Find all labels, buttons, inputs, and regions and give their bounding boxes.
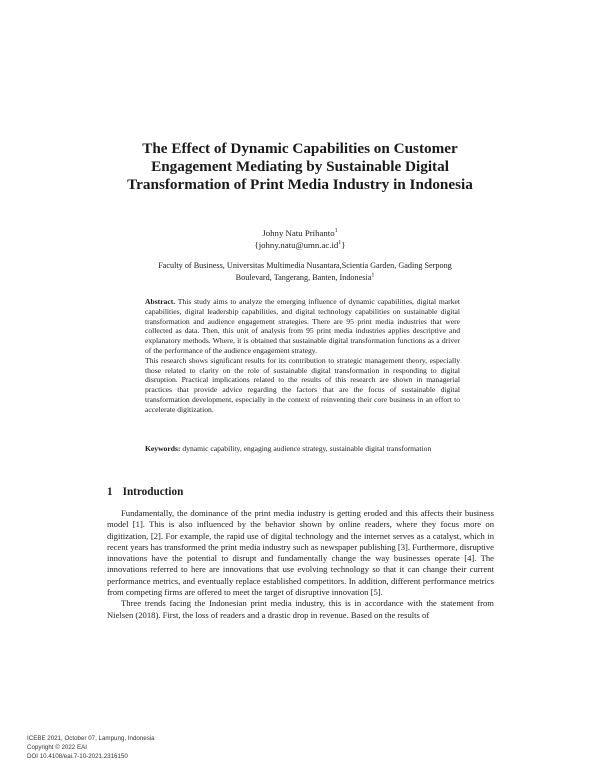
abstract-paragraph-1	[145, 297, 460, 356]
email-close: }	[341, 240, 346, 250]
abstract-paragraph-2: This research shows significant results for its contribution to strategic management theory, especially those related to clarity on the role of sustainable digital transformation in responding to digital disruption. Practical implications related to the results of this research are shown in managerial practices that provide advice regarding the factors that are the focus of sustainable digital transformation development, especially in the context of reinventing their core business in an effort to accelerate digitization.	[145, 355, 460, 414]
author-name	[0, 228, 600, 239]
keywords-text: dynamic capability, engaging audience strategy, sustainable digital transformation	[182, 444, 432, 453]
intro-paragraph-1: Fundamentally, the dominance of the print media industry is getting eroded and this affects their business model [1]. This is also influenced by the behavior shown by online readers, where they focus more on digitization, [2]. For example, the rapid use of digital technology and the internet serves as a catalyst, which in recent years has transformed the print media industry such as newspaper publishing [3]. Furthermore, disruptive innovations have the potential to disrupt and fundamentally change the way businesses operate [4]. The innovations referred to here are innovations that use evolving technology so that it can change their current performance metrics, and eventually replace established competitors. In addition, different performance metrics from competing firms are offered to meet the target of disruptive innovation [5].	[107, 508, 494, 598]
affiliation	[140, 260, 470, 284]
author-name-text: Johny Natu Prihanto	[262, 228, 335, 238]
page-footer	[27, 734, 155, 761]
section-heading	[107, 486, 183, 498]
affiliation-sup: 1	[371, 272, 375, 279]
author-sup: 1	[334, 228, 338, 235]
footer-doi: DOI 10.4108/eai.7-10-2021.2316150	[27, 753, 128, 760]
abstract-text-1: This study aims to analyze the emerging influence of dynamic capabilities, digital market capabilities, digital leadership capabilities, and digital technology capabilities on sustainable digital transformation and audience engagement strategies. There are 95 print media industries that were collected as data. Then, this unit of analysis from 95 print media industries applies descriptive and explanatory methods. Where, it is obtained that sustainable digital transformation functions as a driver of the performance of the audience engagement strategy.	[145, 297, 460, 355]
intro-paragraph-2: Three trends facing the Indonesian print media industry, this is in accordance with the statement from Nielsen (2018). First, the loss of readers and a drastic drop in revenue. Based on the results of	[107, 598, 494, 620]
keywords-label: Keywords:	[145, 444, 181, 453]
email-sup: 1	[338, 240, 342, 247]
affiliation-text: Faculty of Business, Universitas Multimedia Nusantara,Scientia Garden, Gading Serpong Boulevard, Tangerang, Banten, Indonesia	[158, 261, 452, 282]
author-email	[0, 240, 600, 251]
footer-conference: ICEBE 2021, October 07, Lampung, Indonesia	[27, 735, 155, 742]
keywords	[145, 444, 460, 454]
section-title: Introduction	[122, 486, 184, 498]
footer-copyright: Copyright © 2022 EAI	[27, 744, 87, 751]
author-email-text: {johny.natu@umn.ac.id	[254, 240, 339, 250]
paper-title: The Effect of Dynamic Capabilities on Customer Engagement Mediating by Sustainable Digital Transformation of Print Media Industry in Indonesia	[127, 140, 473, 193]
introduction-body	[107, 508, 494, 621]
abstract	[145, 297, 460, 415]
section-number: 1	[107, 486, 113, 498]
abstract-label: Abstract.	[145, 297, 176, 306]
